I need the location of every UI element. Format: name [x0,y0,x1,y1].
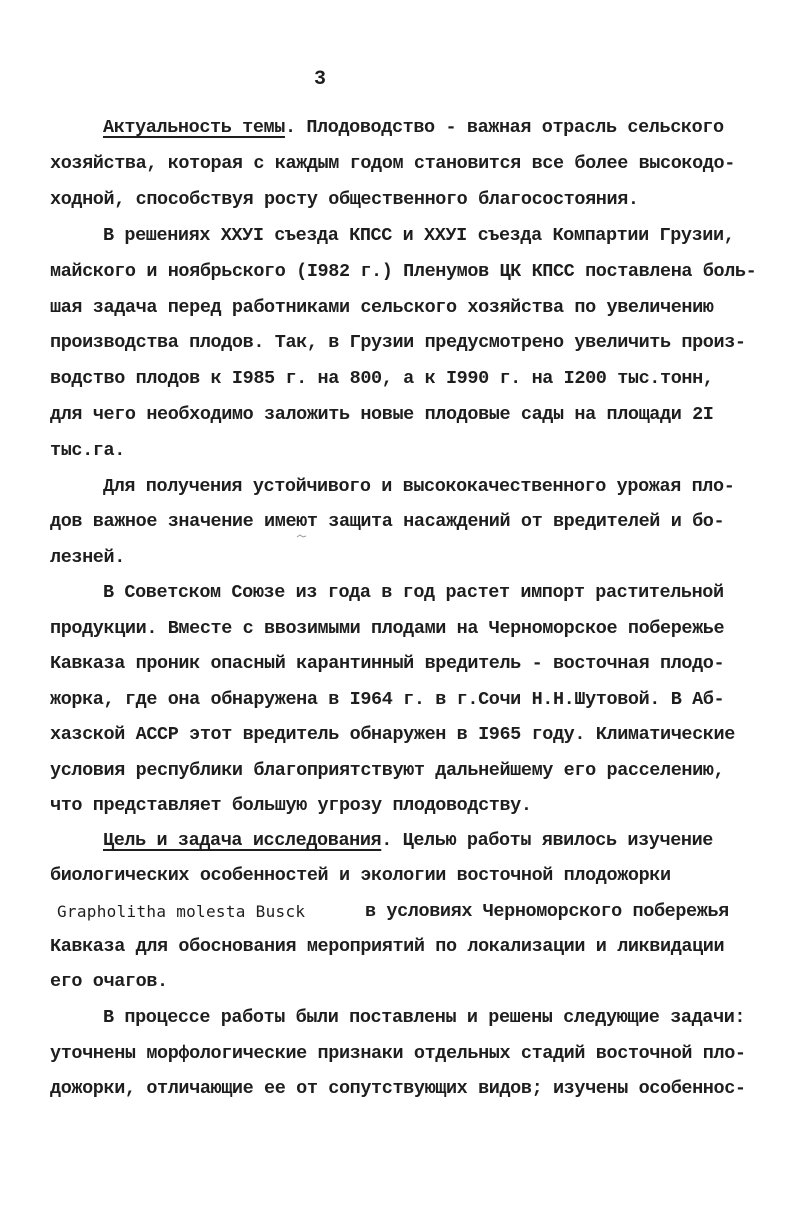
relevance-line-2: хозяйства, которая с каждым годом становится все более высокодо- [50,153,735,174]
goal-line-1 [103,829,713,853]
goal-line-3-rest: в условиях Черноморского побережья [365,901,729,922]
scan-speck [296,534,308,538]
import-line-2: продукции. Вместе с ввозимыми плодами на Черноморское побережье [50,618,725,639]
goal-line-4: Кавказа для обоснования мероприятий по локализации и ликвидации [50,936,725,957]
goal-heading: Цель и задача исследования [103,830,382,851]
goal-line-3-species: Grapholitha molesta Busck [57,902,306,921]
relevance-line-3: ходной, способствуя росту общественного благосостояния. [50,189,639,210]
goal-text: . Целью работы явилось изучение [381,830,714,851]
decisions-line-7: тыс.га. [50,440,125,461]
tasks-line-1: В процессе работы были поставлены и решены следующие задачи: [103,1007,746,1028]
protection-line-2: дов важное значение имеют защита насаждений от вредителей и бо- [50,511,725,532]
relevance-line-1 [103,116,724,140]
decisions-line-5: водство плодов к I985 г. на 800, а к I990 г. на I200 тыс.тонн, [50,368,714,389]
protection-line-1: Для получения устойчивого и высококачественного урожая пло- [103,476,735,497]
decisions-line-3: шая задача перед работниками сельского хозяйства по увеличению [50,297,714,318]
import-line-7: что представляет большую угрозу плодоводству. [50,795,532,816]
protection-line-3: лезней. [50,547,125,568]
decisions-line-4: производства плодов. Так, в Грузии предусмотрено увеличить произ- [50,332,746,353]
tasks-line-2: уточнены морфологические признаки отдельных стадий восточной пло- [50,1043,746,1064]
import-line-6: условия республики благоприятствуют дальнейшему его расселению, [50,760,725,781]
decisions-line-6: для чего необходимо заложить новые плодовые сады на площади 2I [50,404,714,425]
import-line-4: жорка, где она обнаружена в I964 г. в г.Сочи Н.Н.Шутовой. В Аб- [50,689,725,710]
import-line-3: Кавказа проник опасный карантинный вредитель - восточная плодо- [50,653,725,674]
relevance-text: . Плодоводство - важная отрасль сельского [284,117,724,138]
relevance-heading: Актуальность темы [103,117,285,138]
import-line-1: В Советском Союзе из года в год растет импорт растительной [103,582,724,603]
goal-line-5: его очагов. [50,971,168,992]
import-line-5: хазской АССР этот вредитель обнаружен в I965 году. Климатические [50,724,735,745]
decisions-line-2: майского и ноябрьского (I982 г.) Пленумов ЦК КПСС поставлена боль- [50,261,757,282]
decisions-line-1: В решениях ХХУI съезда КПСС и ХХУI съезда Компартии Грузии, [103,225,735,246]
tasks-line-3: дожорки, отличающие ее от сопутствующих видов; изучены особеннос- [50,1078,746,1099]
page-number: 3 [314,68,327,91]
goal-line-2: биологических особенностей и экологии восточной плодожорки [50,865,671,886]
